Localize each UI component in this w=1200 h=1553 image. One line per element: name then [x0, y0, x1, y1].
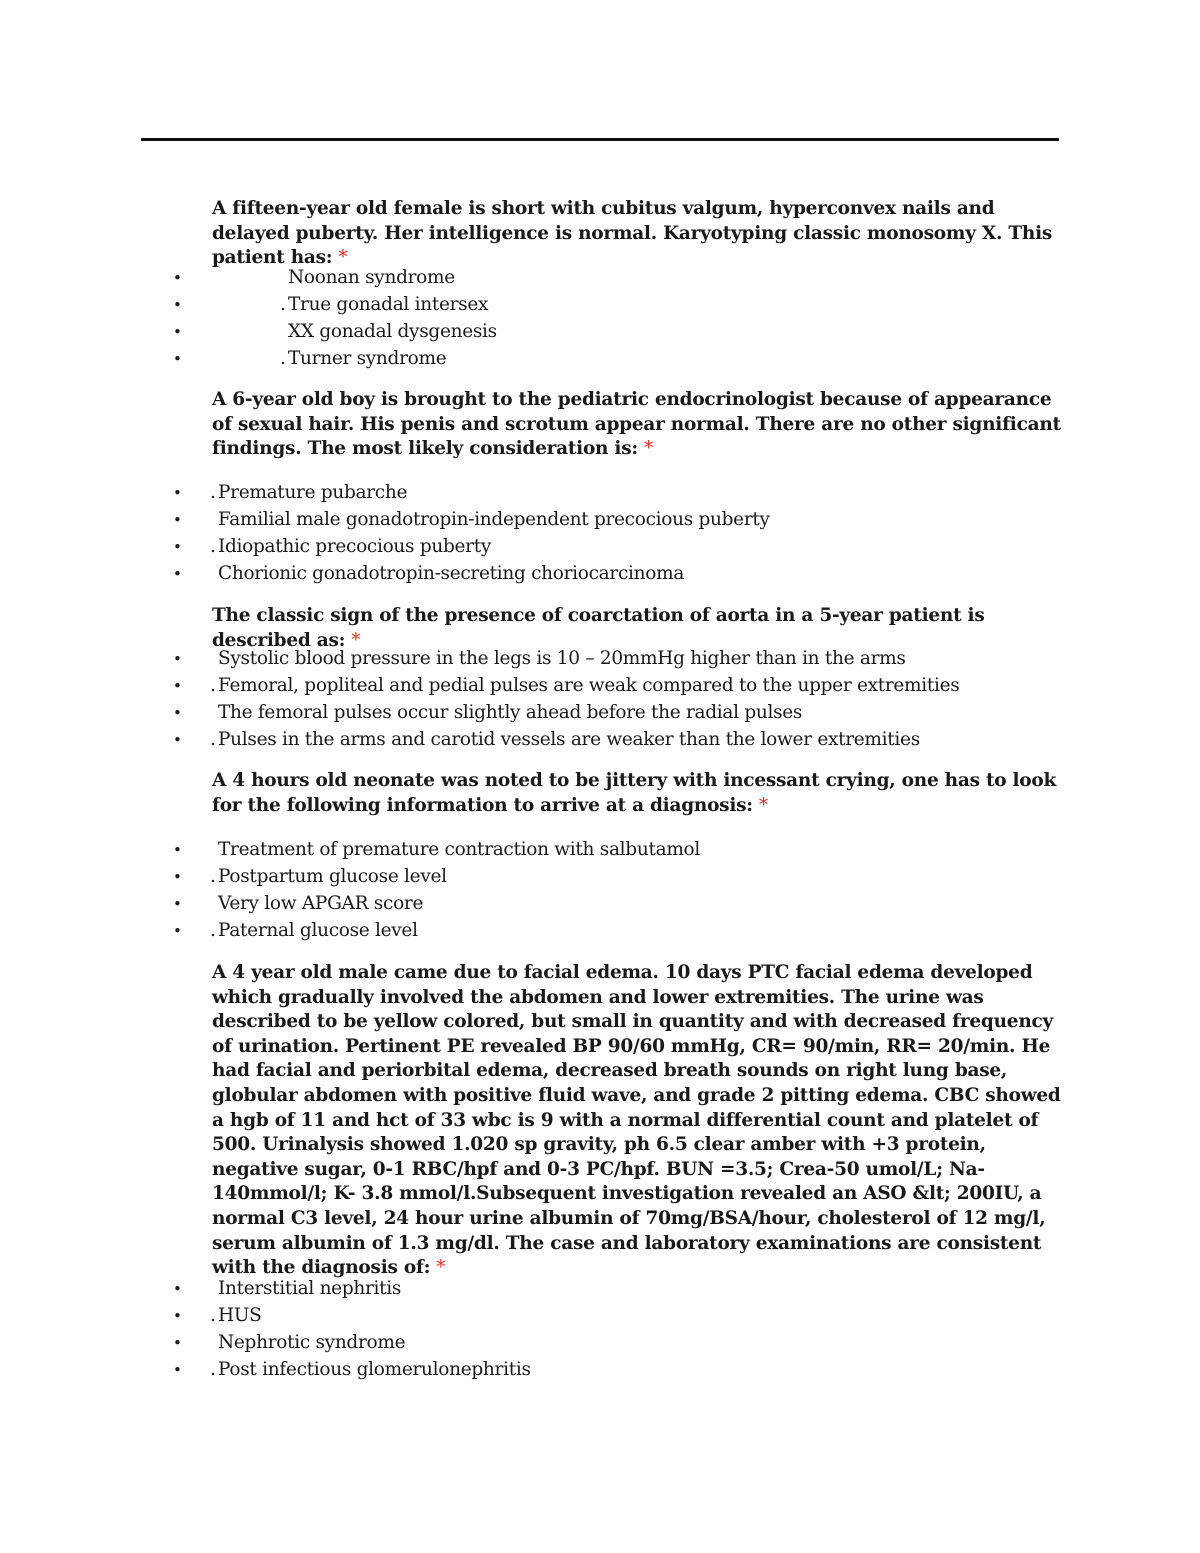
option-label: Premature pubarche	[218, 482, 408, 503]
option-item[interactable]	[0, 1276, 1100, 1303]
option-item[interactable]	[0, 480, 1100, 507]
top-horizontal-rule	[141, 138, 1059, 141]
bullet-icon: •	[173, 322, 182, 341]
option-label: Turner syndrome	[288, 347, 447, 369]
option-label: Very low APGAR score	[218, 892, 424, 914]
bullet-icon: •	[173, 1280, 182, 1298]
question-1-options	[0, 265, 1100, 373]
option-label: Chorionic gonadotropin-secreting choriocarcinoma	[218, 562, 685, 584]
option-item[interactable]	[0, 1357, 1100, 1384]
option-marker: .	[280, 347, 286, 369]
required-asterisk: *	[351, 629, 361, 651]
question-5-options	[0, 1276, 1100, 1384]
question-text: A 6-year old boy is brought to the pediatric endocrinologist because of appearance of sexual hair. His penis and scrotum appear normal. There are no other significant findings. The most likely consideration is:	[212, 389, 1061, 460]
option-label: Systolic blood pressure in the legs is 10 – 20mmHg higher than in the arms	[218, 648, 906, 669]
option-item[interactable]	[0, 673, 1100, 700]
bullet-icon: •	[173, 537, 182, 556]
option-label: Idiopathic precocious puberty	[218, 535, 492, 557]
option-item[interactable]	[0, 646, 1100, 673]
option-label: HUS	[218, 1304, 262, 1326]
bullet-icon: •	[173, 349, 182, 368]
option-marker: .	[210, 865, 216, 887]
required-asterisk: *	[758, 794, 768, 816]
option-marker: .	[210, 919, 216, 941]
option-label: True gonadal intersex	[288, 293, 489, 315]
bullet-icon: •	[173, 650, 182, 668]
option-label: Femoral, popliteal and pedial pulses are weak compared to the upper extremities	[218, 674, 960, 696]
option-item[interactable]	[0, 1303, 1100, 1330]
option-item[interactable]	[0, 346, 1100, 373]
bullet-icon: •	[173, 1333, 182, 1352]
question-2-text	[212, 388, 1062, 462]
question-text: A 4 hours old neonate was noted to be jittery with incessant crying, one has to look for the following information to arrive at a diagnosis:	[212, 770, 1057, 816]
required-asterisk: *	[436, 1257, 446, 1279]
option-label: Pulses in the arms and carotid vessels are weaker than the lower extremities	[218, 728, 920, 750]
bullet-icon: •	[173, 1306, 182, 1325]
option-label: Treatment of premature contraction with salbutamol	[218, 839, 701, 860]
option-marker: .	[210, 674, 216, 696]
option-item[interactable]	[0, 891, 1100, 918]
bullet-icon: •	[173, 295, 182, 314]
question-1-text	[212, 197, 1062, 271]
bullet-icon: •	[173, 269, 182, 287]
option-marker: .	[210, 728, 216, 750]
option-marker: .	[210, 535, 216, 557]
option-label: Paternal glucose level	[218, 919, 418, 941]
option-label: Postpartum glucose level	[218, 865, 447, 887]
option-item[interactable]	[0, 1330, 1100, 1357]
question-text: A 4 year old male came due to facial edema. 10 days PTC facial edema developed which gradually involved the abdomen and lower extremities. The urine was described to be yellow colored, but small in quantity and with decreased frequency of urination. Pertinent PE revealed BP 90/60 mmHg, CR= 90/min, RR= 20/min. He had facial and periorbital edema, decreased breath sounds on right lung base, globular abdomen with positive fluid wave, and grade 2 pitting edema. CBC showed a hgb of 11 and hct of 33 wbc is 9 with a normal differential count and platelet of 500. Urinalysis showed 1.020 sp gravity, ph 6.5 clear amber with +3 protein, negative sugar, 0-1 RBC/hpf and 0-3 PC/hpf. BUN =3.5; Crea-50 umol/L; Na-140mmol/l; K- 3.8 mmol/l.Subsequent investigation revealed an ASO &lt; 200IU, a normal C3 level, 24 hour urine albumin of 70mg/BSA/hour, cholesterol of 12 mg/l, serum albumin of 1.3 mg/dl. The case and laboratory examinations are consistent with the diagnosis of:	[212, 962, 1061, 1279]
option-item[interactable]	[0, 561, 1100, 588]
bullet-icon: •	[173, 564, 182, 583]
option-label: Familial male gonadotropin-independent precocious puberty	[218, 508, 770, 530]
question-text: A fifteen-year old female is short with cubitus valgum, hyperconvex nails and delayed puberty. Her intelligence is normal. Karyotyping classic monosomy X. This patient has:	[212, 198, 1053, 269]
option-marker: .	[280, 293, 286, 315]
bullet-icon: •	[173, 703, 182, 722]
question-3-options	[0, 646, 1100, 754]
bullet-icon: •	[173, 730, 182, 749]
bullet-icon: •	[173, 484, 182, 502]
question-text: The classic sign of the presence of coarctation of aorta in a 5-year patient is described as:	[212, 605, 985, 651]
question-2-options	[0, 480, 1100, 588]
bullet-icon: •	[173, 510, 182, 529]
option-item[interactable]	[0, 292, 1100, 319]
option-label: Nephrotic syndrome	[218, 1331, 406, 1353]
option-label: The femoral pulses occur slightly ahead before the radial pulses	[218, 701, 803, 723]
question-5-text	[212, 961, 1062, 1281]
bullet-icon: •	[173, 676, 182, 695]
question-4-text	[212, 769, 1062, 818]
bullet-icon: •	[173, 921, 182, 940]
option-item[interactable]	[0, 837, 1100, 864]
bullet-icon: •	[173, 894, 182, 913]
option-label: Noonan syndrome	[288, 267, 455, 288]
option-item[interactable]	[0, 727, 1100, 754]
option-marker: .	[210, 482, 216, 503]
bullet-icon: •	[173, 867, 182, 886]
required-asterisk: *	[643, 438, 653, 460]
option-item[interactable]	[0, 507, 1100, 534]
option-item[interactable]	[0, 918, 1100, 945]
bullet-icon: •	[173, 841, 182, 859]
option-label: Interstitial nephritis	[218, 1278, 402, 1299]
option-item[interactable]	[0, 265, 1100, 292]
required-asterisk: *	[338, 247, 348, 269]
option-marker: .	[210, 1358, 216, 1380]
option-marker: .	[210, 1304, 216, 1326]
option-item[interactable]	[0, 319, 1100, 346]
option-label: XX gonadal dysgenesis	[288, 320, 497, 342]
question-4-options	[0, 837, 1100, 945]
option-item[interactable]	[0, 864, 1100, 891]
option-item[interactable]	[0, 700, 1100, 727]
option-item[interactable]	[0, 534, 1100, 561]
option-label: Post infectious glomerulonephritis	[218, 1358, 531, 1380]
bullet-icon: •	[173, 1360, 182, 1379]
